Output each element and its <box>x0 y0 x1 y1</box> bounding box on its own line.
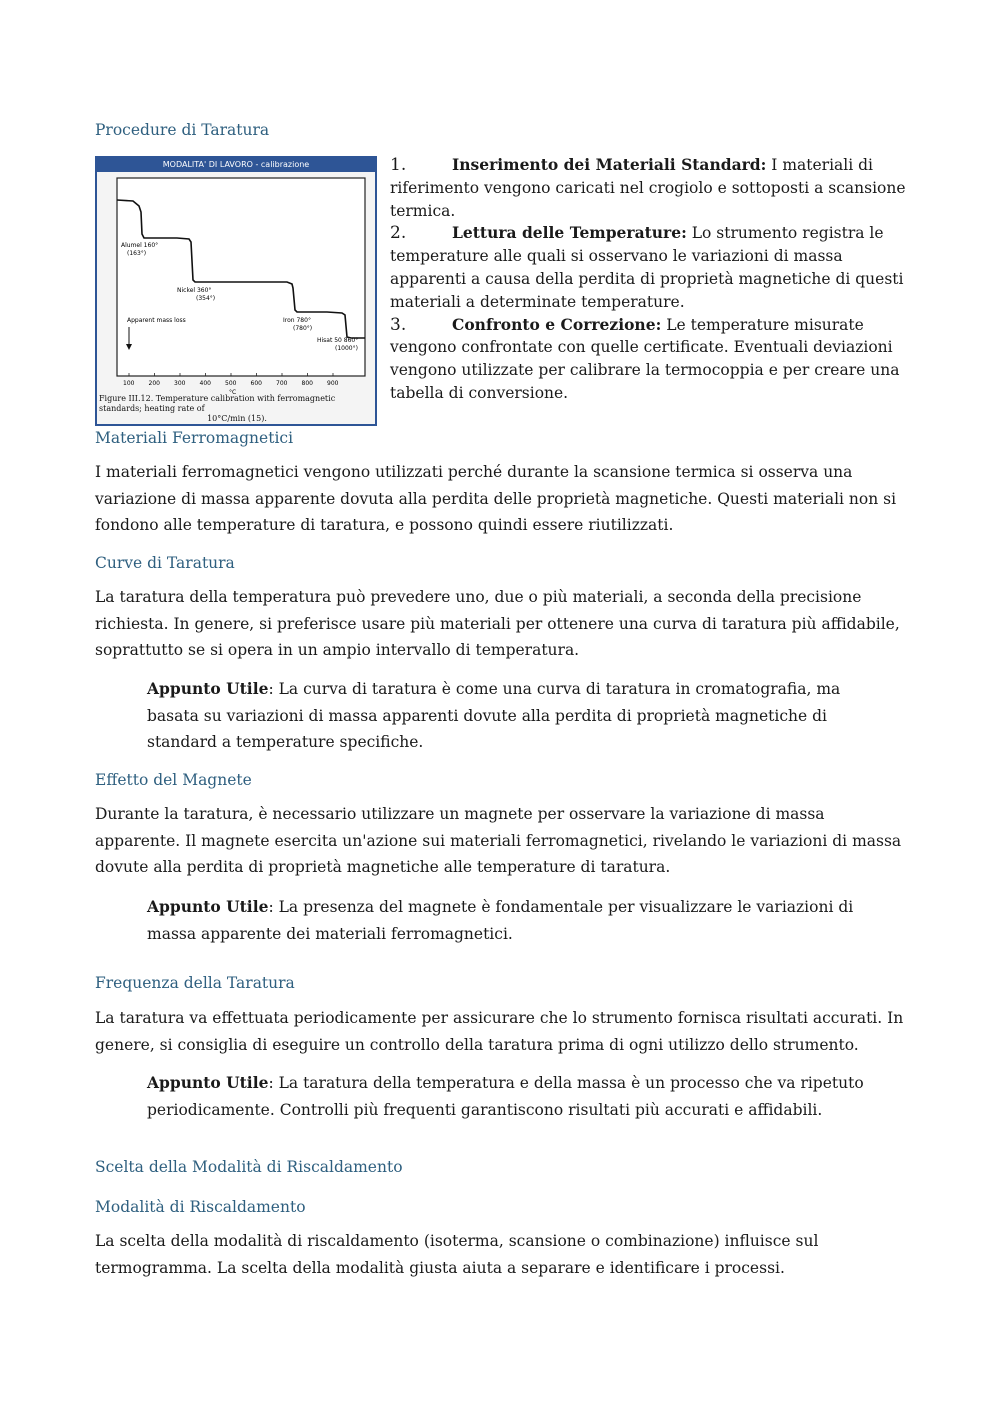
paragraph-curve: La taratura della temperatura può prevedere uno, due o più materiali, a seconda della precisione richiesta. In genere, si preferisce usare più materiali per ottenere una curva di taratura più affidabile, soprattutto se si opera in un ampio intervallo di temperatura. <box>95 588 900 659</box>
calibration-figure <box>95 156 377 426</box>
figure-banner: MODALITA' DI LAVORO - calibrazione <box>97 158 375 172</box>
x-tick-label: 700 <box>276 380 288 387</box>
step-1 <box>390 154 910 222</box>
note-frequency <box>147 1070 867 1123</box>
x-tick-label: 200 <box>148 380 160 387</box>
note-text: : La curva di taratura è come una curva di taratura in cromatografia, ma basata su variazioni di massa apparenti dovute alla perdita di proprietà magnetiche di standard a temperature specifiche. <box>147 680 841 751</box>
step-2 <box>390 222 910 313</box>
x-tick-label: 800 <box>301 380 313 387</box>
section-heading-ferro: Materiali Ferromagnetici <box>95 429 294 447</box>
figure-caption <box>99 394 375 424</box>
x-tick-label: 300 <box>174 380 186 387</box>
paragraph-modalita: La scelta della modalità di riscaldamento (isoterma, scansione o combinazione) influisce sul termogramma. La scelta della modalità giusta aiuta a separare e identificare i processi. <box>95 1232 819 1277</box>
step-3 <box>390 314 910 405</box>
step-title: Lettura delle Temperature: <box>452 223 687 243</box>
note-magnet <box>147 894 867 947</box>
section-heading-curve: Curve di Taratura <box>95 554 235 572</box>
section-heading-procedure: Procedure di Taratura <box>95 121 270 139</box>
step-number: 1. <box>390 155 407 175</box>
section-heading-scelta: Scelta della Modalità di Riscaldamento <box>95 1158 403 1176</box>
x-tick-label: 400 <box>199 380 211 387</box>
thermogram-plot <box>97 172 375 394</box>
x-tick-label: 900 <box>327 380 339 387</box>
note-label: Appunto Utile <box>147 679 269 698</box>
step-text: Lo strumento registra le temperature alle quali si osservano le variazioni di massa apparenti a causa della perdita di proprietà magnetiche di questi materiali a determinate temperature. <box>390 224 904 311</box>
procedure-steps <box>390 154 910 405</box>
x-tick-label: 500 <box>225 380 237 387</box>
label-hisat: Hisat 50 860° <box>317 337 359 344</box>
step-text: I materiali di riferimento vengono caricati nel crogiolo e sottoposti a scansione termica. <box>390 156 906 220</box>
label-alumel-sub: (163°) <box>127 250 147 257</box>
paragraph-magnet: Durante la taratura, è necessario utilizzare un magnete per osservare la variazione di massa apparente. Il magnete esercita un'azione sui materiali ferromagnetici, rivelando le variazioni di massa dovute alla perdita di proprietà magnetiche alle temperature di taratura. <box>95 805 902 876</box>
section-heading-magnet: Effetto del Magnete <box>95 771 252 789</box>
step-number: 3. <box>390 314 407 335</box>
note-curve <box>147 676 867 756</box>
label-hisat-sub: (1000°) <box>335 345 358 352</box>
step-text: Le temperature misurate vengono confrontate con quelle certificate. Eventuali deviazioni vengono utilizzate per calibrare la termocoppia e per creare una tabella di conversione. <box>390 315 900 402</box>
label-iron-sub: (780°) <box>293 325 313 332</box>
note-text: : La taratura della temperatura e della massa è un processo che va ripetuto periodicamente. Controlli più frequenti garantiscono risultati più accurati e affidabili. <box>147 1074 864 1119</box>
step-number: 2. <box>390 223 407 244</box>
label-nickel-sub: (354°) <box>196 295 216 302</box>
label-nickel: Nickel 360° <box>177 287 212 294</box>
section-heading-frequency: Frequenza della Taratura <box>95 974 295 992</box>
label-iron: Iron 780° <box>283 317 311 324</box>
label-apparent: Apparent mass loss <box>127 317 186 324</box>
caption-line-1: Figure III.12. Temperature calibration with ferromagnetic standards; heating rate of <box>99 394 336 413</box>
section-heading-modalita: Modalità di Riscaldamento <box>95 1198 306 1216</box>
x-tick-label: 600 <box>250 380 262 387</box>
label-alumel: Alumel 160° <box>121 242 159 249</box>
note-label: Appunto Utile <box>147 897 269 916</box>
plot-frame <box>117 178 365 376</box>
note-text: : La presenza del magnete è fondamentale per visualizzare le variazioni di massa apparente dei materiali ferromagnetici. <box>147 898 854 943</box>
paragraph-frequency: La taratura va effettuata periodicamente per assicurare che lo strumento fornisca risultati accurati. In genere, si consiglia di eseguire un controllo della taratura prima di ogni utilizzo dello strumento. <box>95 1009 904 1054</box>
axis-unit: °C <box>229 389 237 394</box>
caption-line-2: 10°C/min (15). <box>207 414 267 423</box>
note-label: Appunto Utile <box>147 1073 269 1092</box>
step-title: Inserimento dei Materiali Standard: <box>452 155 767 174</box>
step-title: Confronto e Correzione: <box>452 314 662 334</box>
x-tick-label: 100 <box>123 380 135 387</box>
paragraph-ferro: I materiali ferromagnetici vengono utilizzati perché durante la scansione termica si osserva una variazione di massa apparente dovuta alla perdita delle proprietà magnetiche. Questi materiali non si fondono alle temperature di taratura, e possono quindi essere riutilizzati. <box>95 463 897 534</box>
